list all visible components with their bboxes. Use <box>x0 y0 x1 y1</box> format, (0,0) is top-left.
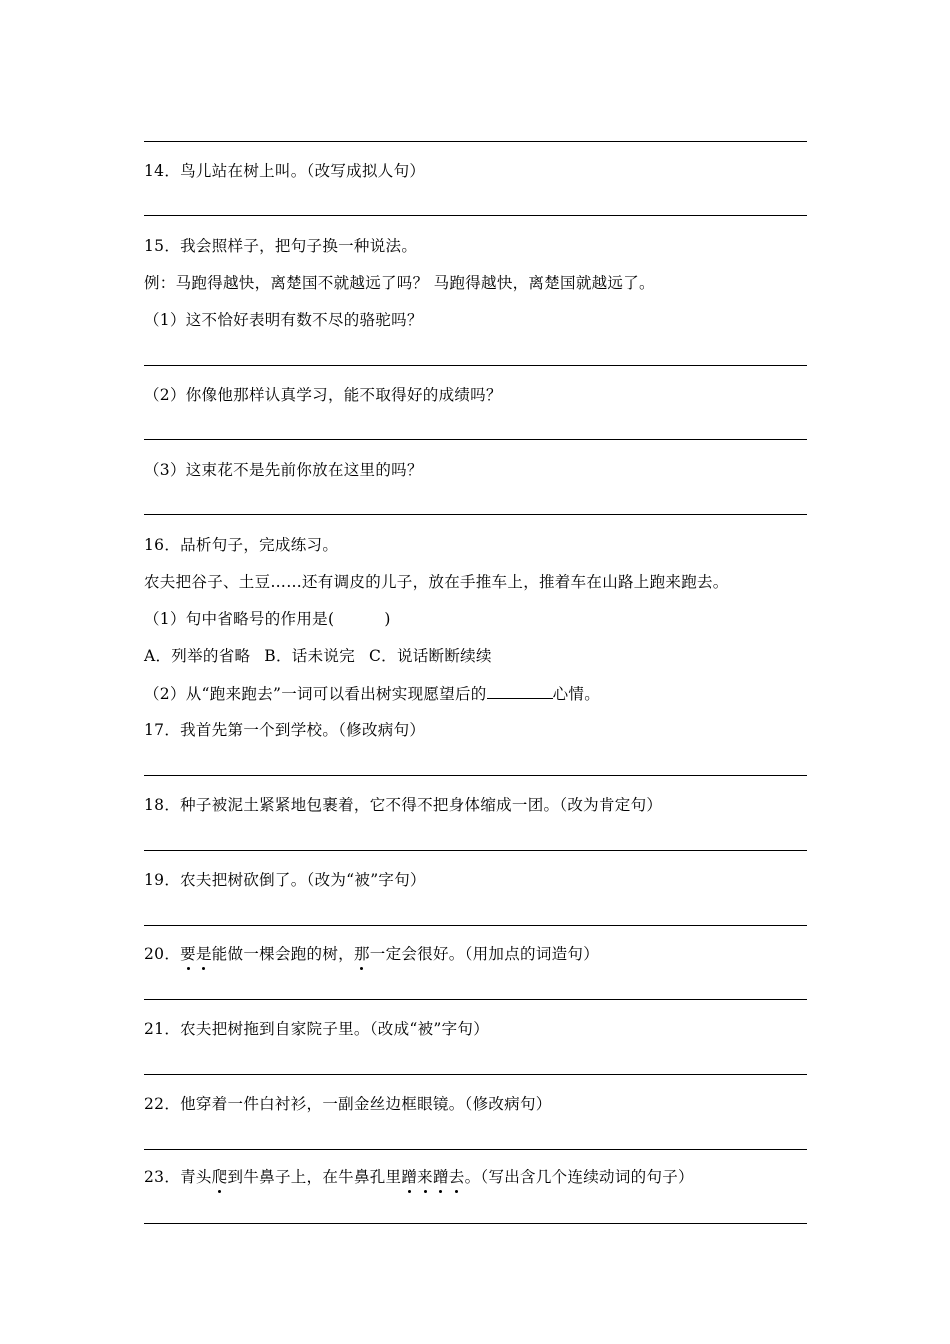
dotted-char: 爬 <box>211 1168 228 1186</box>
answer-line <box>144 365 807 366</box>
answer-line <box>144 439 807 440</box>
question-16-passage: 农夫把谷子、土豆……还有调皮的儿子，放在手推车上，推着车在山路上跑来跑去。 <box>144 573 729 591</box>
answer-line <box>144 1223 807 1224</box>
sub1-suffix: ) <box>384 610 391 628</box>
question-17: 17．我首先第一个到学校。（修改病句） <box>144 721 426 739</box>
sub2-prefix: （2）从“跑来跑去”一词可以看出树实现愿望后的 <box>144 685 487 703</box>
question-16-stem: 16．品析句子，完成练习。 <box>144 536 339 554</box>
question-20 <box>144 944 599 964</box>
answer-line <box>144 514 807 515</box>
dotted-char: 蹭 <box>432 1168 449 1186</box>
option-b: B．话未说完 <box>264 647 355 665</box>
question-16-options <box>144 646 492 666</box>
answer-line <box>144 1074 807 1075</box>
dotted-char: 是 <box>195 945 212 963</box>
q23-text-rest: 。（写出含几个连续动词的句子） <box>464 1168 694 1186</box>
question-15-sub2: （2）你像他那样认真学习，能不取得好的成绩吗？ <box>144 386 502 404</box>
answer-line <box>144 1149 807 1150</box>
question-15-sub3: （3）这束花不是先前你放在这里的吗？ <box>144 461 423 479</box>
question-16-sub1 <box>144 609 391 629</box>
dotted-char: 去 <box>448 1168 465 1186</box>
option-a: A．列举的省略 <box>144 647 251 665</box>
answer-line <box>144 925 807 926</box>
sub1-prefix: （1）句中省略号的作用是( <box>144 610 335 628</box>
q23-number: 23．青头 <box>144 1168 212 1186</box>
question-21: 21．农夫把树拖到自家院子里。（改成“被”字句） <box>144 1020 490 1038</box>
question-22: 22．他穿着一件白衬衫，一副金丝边框眼镜。（修改病句） <box>144 1095 552 1113</box>
dotted-char: 要 <box>180 945 196 963</box>
dotted-char: 那 <box>353 945 370 963</box>
fill-in-blank[interactable] <box>487 684 553 699</box>
q23-text: 到牛鼻子上，在牛鼻孔里 <box>227 1168 402 1186</box>
sub2-suffix: 心情。 <box>552 685 601 703</box>
question-23 <box>144 1167 694 1187</box>
option-c: C．说话断断续续 <box>369 647 492 665</box>
q20-number: 20． <box>144 945 181 963</box>
answer-line <box>144 775 807 776</box>
answer-line <box>144 999 807 1000</box>
question-15-stem: 15．我会照样子，把句子换一种说法。 <box>144 237 418 255</box>
dotted-char: 蹭 <box>401 1168 418 1186</box>
question-19: 19．农夫把树砍倒了。（改为“被”字句） <box>144 871 426 889</box>
question-18: 18．种子被泥土紧紧地包裹着，它不得不把身体缩成一团。（改为肯定句） <box>144 796 663 814</box>
question-15-example: 例：马跑得越快，离楚国不就越远了吗？ 马跑得越快，离楚国就越远了。 <box>144 274 655 292</box>
q20-text: 能做一棵会跑的树， <box>211 945 354 963</box>
dotted-char: 来 <box>417 1168 433 1186</box>
question-14: 14．鸟儿站在树上叫。（改写成拟人句） <box>144 162 426 180</box>
question-16-sub2 <box>144 684 600 704</box>
question-15-sub1: （1）这不恰好表明有数不尽的骆驼吗？ <box>144 311 423 329</box>
answer-line <box>144 215 807 216</box>
answer-line <box>144 141 807 142</box>
answer-line <box>144 850 807 851</box>
q20-text-rest: 一定会很好。（用加点的词造句） <box>369 945 600 963</box>
